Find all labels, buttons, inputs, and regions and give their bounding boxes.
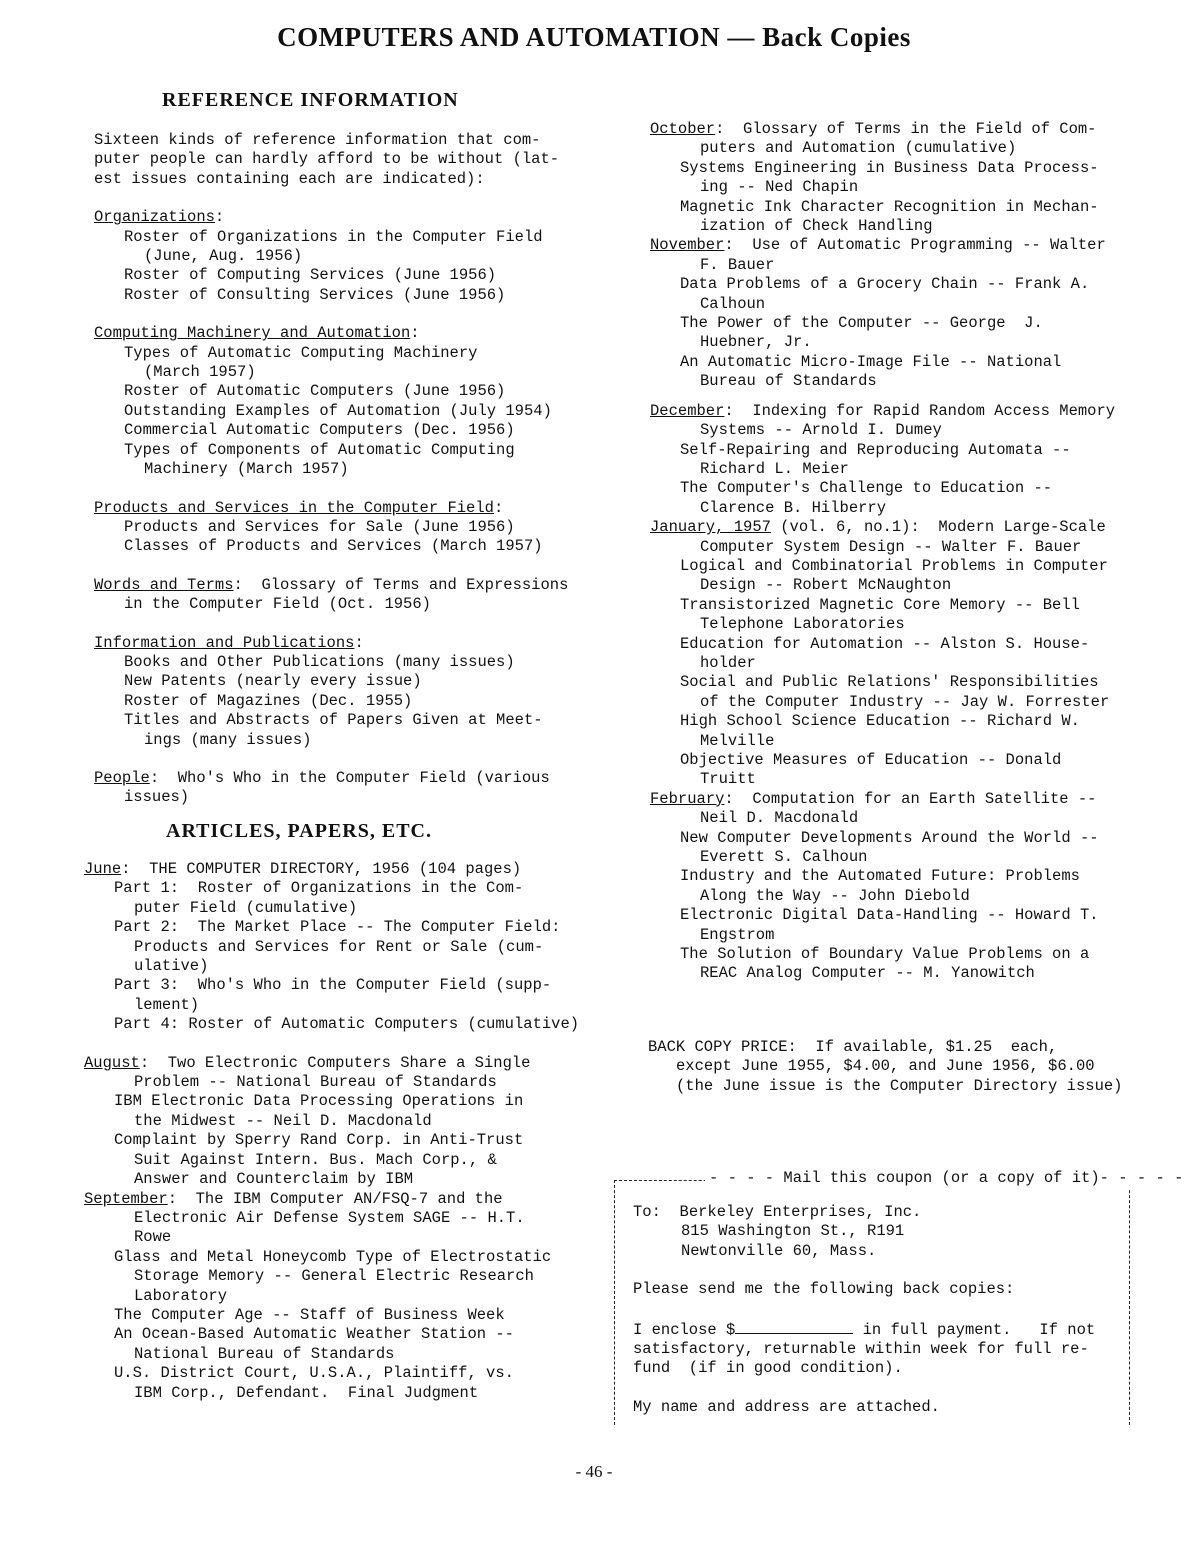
article-line: Systems Engineering in Business Data Process- — [680, 158, 1099, 177]
group-label: People: Who's Who in the Computer Field (various — [94, 768, 550, 787]
group-item: Roster of Magazines (Dec. 1955) — [124, 691, 413, 710]
article-line: Logical and Combinatorial Problems in Computer — [680, 556, 1108, 575]
article-line: Along the Way -- John Diebold — [700, 886, 970, 905]
article-line: of the Computer Industry -- Jay W. Forrester — [700, 692, 1110, 711]
december-label: December — [650, 401, 725, 420]
group-people-rest: Who's Who in the Computer Field (various — [177, 768, 550, 787]
coupon-request: Please send me the following back copies: — [633, 1280, 1015, 1299]
article-line: Answer and Counterclaim by IBM — [134, 1170, 414, 1189]
article-line: Glass and Metal Honeycomb Type of Electrostatic — [114, 1247, 552, 1266]
article-line: Truitt — [700, 770, 756, 789]
group-item: Products and Services for Sale (June 1956) — [124, 517, 515, 536]
article-line: IBM Corp., Defendant. Final Judgment — [134, 1383, 479, 1402]
november-rest: Use of Automatic Programming -- Walter — [752, 236, 1106, 255]
article-line: U.S. District Court, U.S.A., Plaintiff, vs. — [114, 1364, 514, 1383]
february-rest: Computation for an Earth Satellite -- — [752, 789, 1097, 808]
price-line: except June 1955, $4.00, and June 1956, $6.00 — [676, 1057, 1095, 1076]
article-line: lement) — [134, 995, 200, 1014]
month-entry: June: THE COMPUTER DIRECTORY, 1956 (104 pages) — [84, 860, 522, 878]
page-number: - 46 - — [575, 1462, 613, 1481]
article-line: High School Science Education -- Richard W. — [680, 712, 1080, 731]
group-label: Information and Publications: — [94, 633, 364, 652]
october-label: October — [650, 120, 716, 138]
mail-coupon[interactable] — [614, 1169, 1184, 1425]
group-item: Roster of Consulting Services (June 1956) — [124, 285, 506, 304]
article-line: ization of Check Handling — [700, 217, 933, 236]
group-people-label: People — [94, 768, 150, 787]
article-line: Rowe — [134, 1228, 172, 1247]
article-line: Everett S. Calhoun — [700, 848, 868, 867]
article-line: puters and Automation (cumulative) — [700, 139, 1017, 158]
article-line: Part 2: The Market Place -- The Computer Field: — [114, 918, 561, 937]
article-line: The Computer Age -- Staff of Business Week — [114, 1305, 505, 1324]
november-label: November — [650, 236, 725, 255]
article-line: Self-Repairing and Reproducing Automata -- — [680, 440, 1071, 459]
month-entry: October: Glossary of Terms in the Field of Com- — [650, 120, 1097, 138]
group-item: Books and Other Publications (many issues) — [124, 652, 515, 671]
january-rest: (vol. 6, no.1): Modern Large-Scale — [780, 518, 1106, 537]
group-item: issues) — [124, 788, 190, 807]
intro-line: est issues containing each are indicated): — [94, 169, 485, 188]
month-entry — [650, 518, 1150, 537]
intro-line: Sixteen kinds of reference information that com- — [94, 131, 541, 149]
group-item: ings (many issues) — [144, 730, 312, 749]
month-entry: December: Indexing for Rapid Random Access Memory — [650, 401, 1116, 420]
article-line: Bureau of Standards — [700, 372, 877, 391]
article-line: Laboratory — [134, 1286, 228, 1305]
price-line: (the June issue is the Computer Directory issue) — [676, 1076, 1123, 1095]
august-label: August — [84, 1053, 140, 1072]
article-line: Industry and the Automated Future: Problems — [680, 867, 1080, 886]
group-words-label: Words and Terms — [94, 575, 234, 594]
september-rest: The IBM Computer AN/FSQ-7 and the — [195, 1189, 503, 1208]
group-item: Types of Automatic Computing Machinery — [124, 343, 478, 362]
august-rest: Two Electronic Computers Share a Single — [167, 1053, 531, 1072]
article-line: ulative) — [134, 957, 209, 976]
article-line: The Solution of Boundary Value Problems on a — [680, 945, 1090, 964]
september-label: September — [84, 1189, 168, 1208]
article-line: The Computer's Challenge to Education -- — [680, 479, 1053, 498]
article-line: Systems -- Arnold I. Dumey — [700, 421, 942, 440]
article-line: Clarence B. Hilberry — [700, 498, 887, 517]
group-item: Roster of Automatic Computers (June 1956) — [124, 382, 506, 401]
article-line: Products and Services for Rent or Sale (cum- — [134, 937, 544, 956]
article-line: Design -- Robert McNaughton — [700, 576, 952, 595]
article-line: Neil D. Macdonald — [700, 809, 859, 828]
article-line: Huebner, Jr. — [700, 333, 812, 352]
article-line: Social and Public Relations' Responsibilities — [680, 673, 1099, 692]
article-line: Richard L. Meier — [700, 459, 849, 478]
article-line: Suit Against Intern. Bus. Mach Corp., & — [134, 1150, 497, 1169]
group-item: (March 1957) — [144, 363, 256, 382]
article-line: F. Bauer — [700, 255, 775, 274]
price-line: BACK COPY PRICE: If available, $1.25 each, — [648, 1038, 1058, 1056]
month-entry: September: The IBM Computer AN/FSQ-7 and the — [84, 1189, 503, 1208]
enclose-pre: I enclose $ — [633, 1320, 736, 1339]
article-line: Storage Memory -- General Electric Research — [134, 1267, 534, 1286]
article-line: Problem -- National Bureau of Standards — [134, 1073, 497, 1092]
coupon-to-label: To: — [633, 1203, 661, 1221]
group-label: Computing Machinery and Automation: — [94, 324, 420, 343]
article-line: Computer System Design -- Walter F. Bauer — [700, 537, 1082, 556]
article-line: Part 4: Roster of Automatic Computers (cumulative) — [114, 1015, 580, 1034]
coupon-enclose-line: satisfactory, returnable within week for full re- — [633, 1340, 1089, 1359]
article-line: ing -- Ned Chapin — [700, 178, 859, 197]
group-machinery-label: Computing Machinery and Automation — [94, 324, 411, 343]
group-products-label: Products and Services in the Computer Field — [94, 498, 494, 517]
article-line: The Power of the Computer -- George J. — [680, 314, 1043, 333]
article-line: Data Problems of a Grocery Chain -- Frank A. — [680, 275, 1090, 294]
coupon-address-line: 815 Washington St., R191 — [681, 1222, 905, 1241]
october-rest: Glossary of Terms in the Field of Com- — [743, 120, 1097, 138]
article-line: puter Field (cumulative) — [134, 898, 358, 917]
article-line: An Ocean-Based Automatic Weather Station -- — [114, 1325, 514, 1344]
month-entry: August: Two Electronic Computers Share a Single — [84, 1053, 531, 1072]
article-line: Magnetic Ink Character Recognition in Mechan- — [680, 197, 1099, 216]
group-organizations-label: Organizations — [94, 208, 215, 227]
group-item: New Patents (nearly every issue) — [124, 672, 422, 691]
article-line: Engstrom — [700, 925, 775, 944]
group-item: Titles and Abstracts of Papers Given at Meet- — [124, 711, 543, 730]
coupon-header: - - - - Mail this coupon (or a copy of it)- - - - - — [705, 1169, 1187, 1188]
article-line: Part 3: Who's Who in the Computer Field (supp- — [114, 976, 552, 995]
coupon-attached: My name and address are attached. — [633, 1397, 940, 1416]
article-line: IBM Electronic Data Processing Operations in — [114, 1092, 524, 1111]
december-rest: Indexing for Rapid Random Access Memory — [752, 401, 1116, 420]
article-line: Electronic Air Defense System SAGE -- H.T. — [134, 1208, 525, 1227]
reference-section — [94, 131, 594, 808]
group-item: Classes of Products and Services (March 1957) — [124, 537, 543, 556]
article-line: An Automatic Micro-Image File -- National — [680, 352, 1062, 371]
group-item: in the Computer Field (Oct. 1956) — [124, 595, 431, 614]
group-item: Roster of Organizations in the Computer Field — [124, 227, 543, 246]
june-label: June — [84, 860, 122, 878]
january-label: January, 1957 — [650, 518, 771, 537]
group-words-rest: Glossary of Terms and Expressions — [261, 575, 569, 594]
article-line: Education for Automation -- Alston S. House- — [680, 634, 1090, 653]
group-item: Types of Components of Automatic Computing — [124, 440, 515, 459]
enclose-post: in full payment. If not — [853, 1320, 1096, 1339]
coupon-address-line: Newtonville 60, Mass. — [681, 1241, 877, 1260]
page-title: COMPUTERS AND AUTOMATION — Back Copies — [277, 22, 911, 52]
article-line: Melville — [700, 731, 775, 750]
group-item: (June, Aug. 1956) — [144, 247, 303, 266]
coupon-enclose — [633, 1319, 1123, 1340]
article-line: National Bureau of Standards — [134, 1344, 395, 1363]
articles-right — [650, 120, 1150, 984]
february-label: February — [650, 789, 725, 808]
group-item: Commercial Automatic Computers (Dec. 1956) — [124, 421, 515, 440]
back-copy-price — [648, 1038, 1148, 1096]
article-line: the Midwest -- Neil D. Macdonald — [134, 1111, 432, 1130]
article-line: Telephone Laboratories — [700, 615, 905, 634]
article-line: Electronic Digital Data-Handling -- Howard T. — [680, 906, 1099, 925]
article-line: Transistorized Magnetic Core Memory -- Bell — [680, 595, 1080, 614]
article-line: Calhoun — [700, 294, 766, 313]
month-entry: February: Computation for an Earth Satellite -- — [650, 789, 1097, 808]
coupon-enclose-line: fund (if in good condition). — [633, 1359, 903, 1378]
group-item: Outstanding Examples of Automation (July 1954) — [124, 401, 552, 420]
coupon-address-line: Berkeley Enterprises, Inc. — [679, 1203, 922, 1221]
reference-heading: REFERENCE INFORMATION — [162, 89, 459, 111]
june-rest: THE COMPUTER DIRECTORY, 1956 (104 pages) — [149, 860, 522, 878]
group-label: Organizations: — [94, 208, 225, 227]
group-item: Roster of Computing Services (June 1956) — [124, 266, 497, 285]
article-line: Complaint by Sperry Rand Corp. in Anti-Trust — [114, 1131, 524, 1150]
group-label: Words and Terms: Glossary of Terms and Expressions — [94, 575, 569, 594]
article-line: REAC Analog Computer -- M. Yanowitch — [700, 964, 1035, 983]
group-label: Products and Services in the Computer Field: — [94, 498, 504, 517]
month-entry: November: Use of Automatic Programming -- Walter — [650, 236, 1106, 255]
intro-line: puter people can hardly afford to be without (lat- — [94, 150, 560, 169]
article-line: holder — [700, 653, 756, 672]
article-line: Part 1: Roster of Organizations in the Com- — [114, 879, 524, 898]
articles-heading: ARTICLES, PAPERS, ETC. — [166, 820, 432, 842]
article-line: New Computer Developments Around the World -- — [680, 828, 1099, 847]
article-line: Objective Measures of Education -- Donald — [680, 751, 1062, 769]
coupon-to — [633, 1203, 1123, 1222]
articles-left — [84, 860, 594, 1403]
group-item: Machinery (March 1957) — [144, 460, 349, 479]
group-info-label: Information and Publications — [94, 633, 355, 652]
amount-blank[interactable] — [735, 1319, 853, 1334]
